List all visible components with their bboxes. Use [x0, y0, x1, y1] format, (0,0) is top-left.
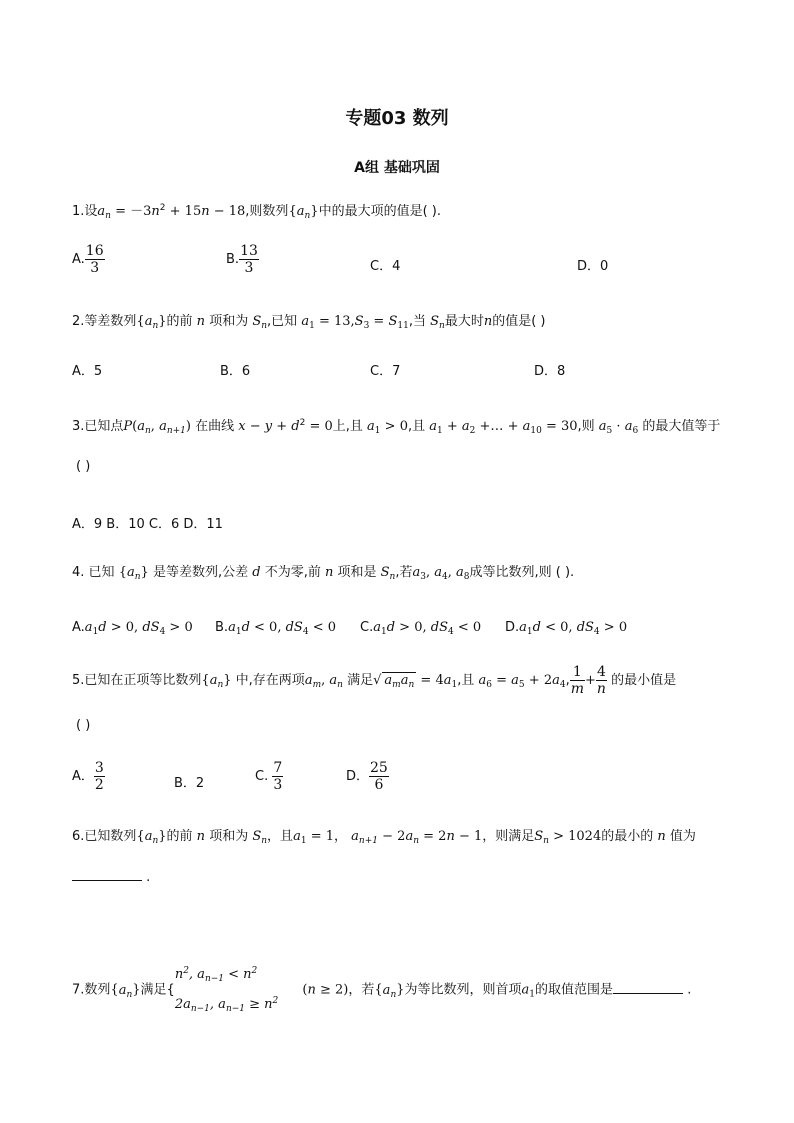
q5-option-b: B．2 [174, 776, 205, 791]
q5-option-a: A． $\frac{3}{2}$ [72, 760, 104, 793]
q2-option-a: A．5 [72, 364, 103, 379]
q6-answer-blank: . [72, 868, 150, 885]
q5-option-c: C. $\frac{7}{3}$ [255, 760, 283, 793]
q2-option-c: C．7 [370, 364, 401, 379]
q5-paren: ( ) [76, 718, 91, 733]
q1-option-d: D．0 [577, 259, 609, 274]
q1-option-c: C．4 [370, 259, 401, 274]
q3-options: A．9 B．10 C．6 D．11 [72, 517, 223, 532]
q1-option-a: A. $\frac{16}{3}$ [72, 243, 104, 276]
q4-option-a: $A.a_1d > 0$, $dS_4 > 0$ [72, 620, 193, 637]
q3-paren: ( ) [76, 459, 91, 474]
q4-option-c: $C.a_1d > 0$, $dS_4 < 0$ [360, 620, 482, 637]
question-5: 5.已知在正项等比数列$\{a_n\}$ 中,存在两项$a_m$, $a_n$ 满足√ $a_ma_n = 4a_1$,且 $a_6 = a_5 + 2a_4$, $\frac{1}{m}$ + $\frac{4}{n}$ 的最小值是 [72, 664, 677, 697]
q5-option-d: D． $\frac{25}{6}$ [346, 760, 388, 793]
q1-option-b: B. $\frac{13}{3}$ [226, 243, 258, 276]
question-6: 6.已知数列$\{a_n\}$的前 n 项和为 $S_n$，且$a_1 = 1$， $a_{n+1} - 2a_n = 2n - 1$，则满足$S_n > 1024$的最小的 n 值为 [72, 829, 696, 846]
question-3: 3.已知点$P(a_n$, $a_{n+1}$) 在曲线 $x - y + d^2 = 0$上,且 $a_1 > 0$,且 $a_1 + a_2$ +… + $a_{10} = 30$,则 $a_5 \cdot a_6$ 的最大值等于 [72, 418, 721, 436]
page-title: 专题03 数列 [345, 108, 449, 129]
question-1: 1.设$a_n = -3n^2 + 15n - 18$,则数列$\{a_n\}$中的最大项的值是( ). [72, 203, 441, 221]
section-heading: A组 基础巩固 [354, 160, 440, 176]
question-7: 7.数列$\{a_n\}$满足{ $n^2$, $a_{n-1} < n^2$ $2a_{n-1}$, $a_{n-1} \ge n^2$ (n ≥ 2)，若$\{a_n\}$为等比数列，则首项$a_1$的取值范围是 . [72, 966, 692, 1014]
q2-option-d: D．8 [534, 364, 566, 379]
q2-option-b: B．6 [220, 364, 251, 379]
q4-option-d: $D.a_1d < 0$, $dS_4 > 0$ [505, 620, 628, 637]
question-4: 4. 已知 $\{a_n\}$ 是等差数列,公差 d 不为零,前 n 项和是 $S_n$,若$a_3$, $a_4$, $a_8$成等比数列,则 ( ). [72, 565, 575, 582]
q4-option-b: $B.a_1d < 0$, $dS_4 < 0$ [215, 620, 336, 637]
question-2: 2.等差数列$\{a_n\}$的前 n 项和为 $S_n$,已知 $a_1 = 13,S_3 = S_{11}$,当 $S_n$最大时n的值是( ) [72, 314, 546, 331]
